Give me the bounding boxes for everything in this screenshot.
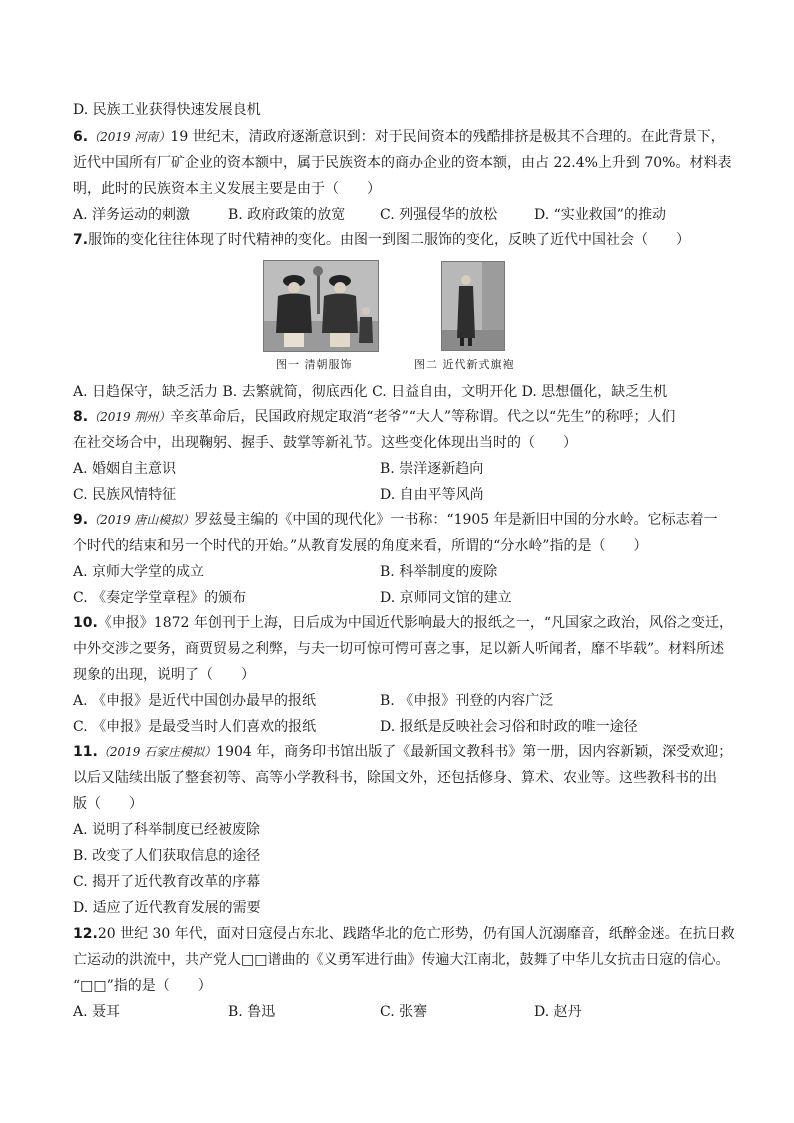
- q11-stem-line-1: [73, 743, 732, 761]
- q9-number: 9.: [73, 512, 89, 528]
- q11-number: 11.: [73, 744, 98, 760]
- q7-stem-text-1: 服饰的变化往往体现了时代精神的变化。由图一到图二服饰的变化，反映了近代中国社会（ ）: [88, 232, 691, 248]
- q11-stem-line-3: 版（ ）: [73, 796, 143, 812]
- q10-option-a: A. 《申报》是近代中国创办最早的报纸: [73, 693, 317, 709]
- figure-2-illustration: [442, 262, 504, 350]
- q7-stem-line-1: [73, 231, 690, 249]
- q8-option-c: C. 民族风情特征: [73, 487, 177, 503]
- q12-option-a: A. 聂耳: [73, 1004, 121, 1020]
- q12-stem-line-2: 亡运动的洪流中，共产党人□□谱曲的《义勇军进行曲》传遍大江南北，鼓舞了中华儿女抗击日寇的信心。: [73, 952, 730, 968]
- q6-option-b: B. 政府政策的放宽: [228, 207, 346, 223]
- q6-option-a: A. 洋务运动的刺激: [73, 207, 191, 223]
- q5-option-d: D. 民族工业获得快速发展良机: [73, 102, 261, 118]
- q10-option-c: C. 《申报》是最受当时人们喜欢的报纸: [73, 719, 317, 735]
- q9-source: （2019 唐山模拟）: [88, 513, 195, 527]
- q11-option-a: A. 说明了科举制度已经被废除: [73, 822, 261, 838]
- q12-number: 12.: [73, 926, 98, 942]
- q8-stem-text-1: 辛亥革命后，民国政府规定取消“老爷”“大人”等称谓。代之以“先生”的称呼；人们: [170, 409, 676, 425]
- q6-source: （2019 河南）: [88, 130, 171, 144]
- q8-source: （2019 荆州）: [88, 410, 171, 424]
- q7-number: 7.: [73, 232, 89, 248]
- q8-option-d: D. 自由平等风尚: [380, 487, 484, 503]
- q6-stem-line-1: [73, 128, 725, 146]
- q10-option-b: B. 《申报》刊登的内容广泛: [380, 693, 554, 709]
- q6-option-c: C. 列强侵华的放松: [380, 207, 498, 223]
- figure-2-qipao-photo: [441, 261, 505, 351]
- figure-1-qing-dress-photo: [263, 260, 379, 352]
- q9-option-d: D. 京师同文馆的建立: [380, 590, 512, 606]
- q9-stem-line-1: [73, 511, 718, 529]
- q10-number: 10.: [73, 615, 98, 631]
- q11-option-b: B. 改变了人们获取信息的途径: [73, 848, 261, 864]
- q10-stem-text-1: 《申报》1872 年创刊于上海，日后成为中国近代影响最大的报纸之一，“凡国家之政治，风俗之变迁，: [97, 615, 734, 631]
- q12-option-d: D. 赵丹: [534, 1004, 582, 1020]
- q11-source: （2019 石家庄模拟）: [97, 745, 217, 759]
- q9-option-b: B. 科举制度的废除: [380, 564, 498, 580]
- figure-1-caption: 图一 清朝服饰: [276, 358, 353, 371]
- q9-option-c: C. 《奏定学堂章程》的颁布: [73, 590, 247, 606]
- q6-stem-text-1: 19 世纪末，清政府逐渐意识到：对于民间资本的残酷排挤是极其不合理的。在此背景下，: [170, 129, 725, 145]
- q11-option-d: D. 适应了近代教育发展的需要: [73, 900, 261, 916]
- q12-option-c: C. 张謇: [380, 1004, 428, 1020]
- q7-options: A. 日趋保守，缺乏活力 B. 去繁就简，彻底西化 C. 日益自由，文明开化 D. 思想僵化，缺乏生机: [73, 384, 668, 400]
- q10-option-d: D. 报纸是反映社会习俗和时政的唯一途径: [380, 719, 638, 735]
- q8-option-a: A. 婚姻自主意识: [73, 461, 177, 477]
- q10-stem-line-1: [73, 614, 733, 632]
- q11-option-c: C. 揭开了近代教育改革的序幕: [73, 874, 261, 890]
- q6-stem-line-3: 明，此时的民族资本主义发展主要是由于（ ）: [73, 181, 381, 197]
- q6-option-d: D. “实业救国”的推动: [534, 207, 666, 223]
- q12-stem-line-1: [73, 925, 735, 943]
- q8-stem-line-1: [73, 408, 675, 426]
- q6-stem-line-2: 近代中国所有厂矿企业的资本额中，属于民族资本的商办企业的资本额，由占 22.4%上升到 70%。材料表: [73, 155, 732, 171]
- q8-stem-line-2: 在社交场合中，出现鞠躬、握手、鼓掌等新礼节。这些变化体现出当时的（ ）: [73, 435, 577, 451]
- q12-stem-text-1: 20 世纪 30 年代，面对日寇侵占东北、践踏华北的危亡形势，仍有国人沉溺靡音，纸醉金迷。在抗日救: [97, 926, 735, 942]
- q9-stem-line-2: 个时代的结束和另一个时代的开始。”从教育发展的角度来看，所谓的“分水岭”指的是（ ）: [73, 538, 648, 554]
- q8-number: 8.: [73, 409, 89, 425]
- q10-stem-line-2: 中外交涉之要务，商贾贸易之利弊，与夫一切可惊可愕可喜之事，足以新人听闻者，靡不毕载”。材料所述: [73, 641, 725, 657]
- q9-option-a: A. 京师大学堂的成立: [73, 564, 205, 580]
- q8-option-b: B. 崇洋逐新趋向: [380, 461, 484, 477]
- q6-number: 6.: [73, 129, 89, 145]
- q9-stem-text-1: 罗兹曼主编的《中国的现代化》一书称：“1905 年是新旧中国的分水岭。它标志着一: [194, 512, 718, 528]
- figure-2-caption: 图二 近代新式旗袍: [414, 358, 515, 371]
- q12-option-b: B. 鲁迅: [228, 1004, 276, 1020]
- figure-1-illustration: [264, 261, 378, 351]
- q10-stem-line-3: 现象的出现，说明了（ ）: [73, 667, 255, 683]
- q12-stem-line-3: “□□”指的是（ ）: [73, 978, 212, 994]
- q11-stem-text-1: 1904 年，商务印书馆出版了《最新国文教科书》第一册，因内容新颖，深受欢迎；: [216, 744, 733, 760]
- q11-stem-line-2: 以后又陆续出版了整套初等、高等小学教科书，除国文外，还包括修身、算术、农业等。这些教科书的出: [73, 770, 717, 786]
